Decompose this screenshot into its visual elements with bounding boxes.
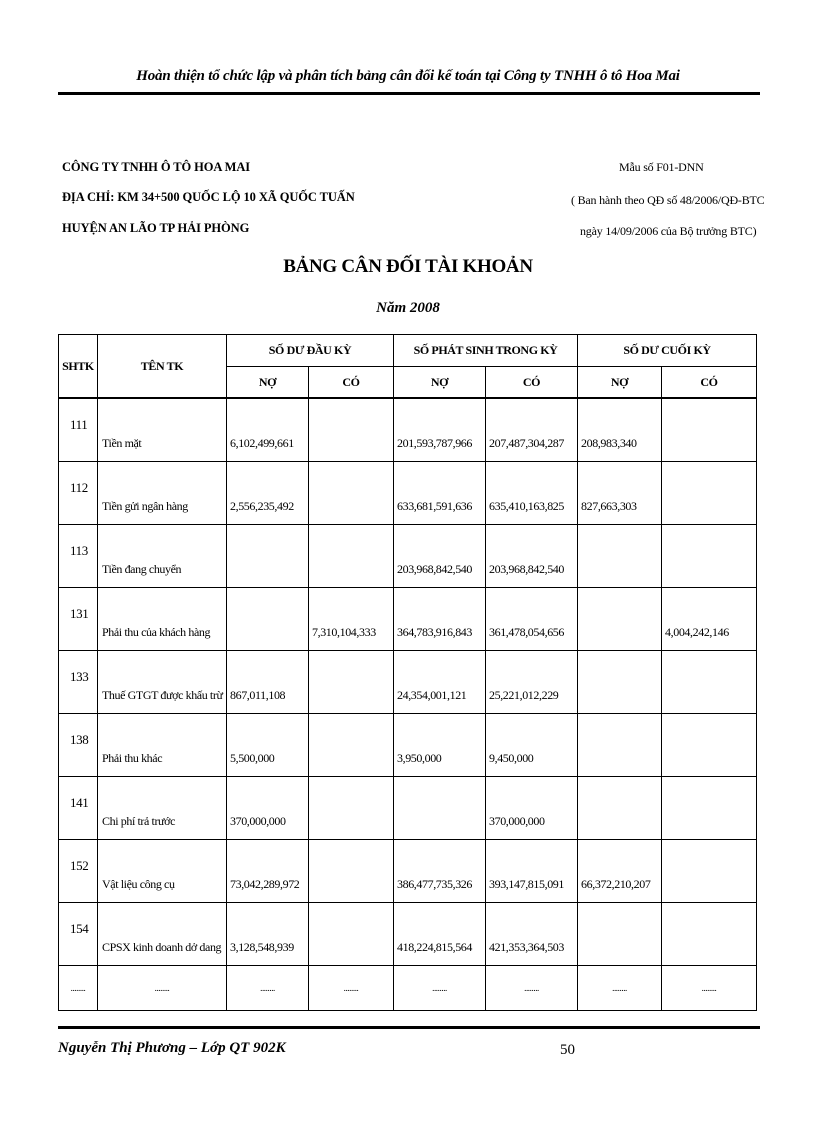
ellipsis: ........ [394, 966, 486, 1011]
cell-period-debit [394, 903, 486, 966]
cell-account-name [98, 714, 227, 777]
account-name: Phải thu khác [102, 751, 163, 765]
cell-account-code [59, 462, 98, 525]
cell-closing-credit [662, 399, 757, 462]
account-name: CPSX kinh doanh dở dang [102, 940, 222, 954]
account-code: 131 [70, 606, 89, 621]
cell-account-name [98, 399, 227, 462]
cell-account-code [59, 840, 98, 903]
cell-closing-credit [662, 588, 757, 651]
cell-account-code [59, 714, 98, 777]
form-number: Mẫu số F01-DNN [619, 160, 704, 174]
sub-header-credit: CÓ [662, 367, 757, 398]
amount-value: 203,968,842,540 [397, 562, 473, 576]
table-row [59, 903, 757, 966]
cell-opening-debit [227, 903, 309, 966]
cell-opening-credit [309, 777, 394, 840]
table-row-ellipsis [59, 966, 757, 1011]
cell-opening-debit [227, 714, 309, 777]
amount-value: 635,410,163,825 [489, 499, 565, 513]
ellipsis: ........ [578, 966, 662, 1011]
cell-opening-debit [227, 399, 309, 462]
account-name: Phải thu của khách hàng [102, 625, 211, 639]
group-header-closing-balance: SỐ DƯ CUỐI KỲ [578, 335, 757, 367]
form-issued-by: ( Ban hành theo QĐ số 48/2006/QĐ-BTC [571, 193, 765, 207]
footer-author: Nguyễn Thị Phương – Lớp QT 902K [58, 1040, 286, 1056]
account-code: 111 [70, 417, 88, 432]
amount-value: 370,000,000 [489, 814, 545, 828]
cell-opening-credit [309, 903, 394, 966]
company-address: ĐỊA CHỈ: KM 34+500 QUỐC LỘ 10 XÃ QUỐC TUẤN [62, 190, 355, 204]
account-name: Vật liệu công cụ [102, 877, 175, 891]
amount-value: 5,500,000 [230, 751, 275, 765]
amount-value: 393,147,815,091 [489, 877, 565, 891]
cell-closing-debit [578, 588, 662, 651]
document-title: BẢNG CÂN ĐỐI TÀI KHOẢN [283, 256, 533, 277]
cell-opening-credit [309, 588, 394, 651]
cell-account-name [98, 777, 227, 840]
cell-period-credit [486, 714, 578, 777]
footer-rule [58, 1026, 760, 1029]
cell-period-credit [486, 399, 578, 462]
sub-header-debit: NỢ [394, 367, 486, 398]
amount-value: 370,000,000 [230, 814, 286, 828]
cell-period-debit [394, 714, 486, 777]
account-name: Tiền gửi ngân hàng [102, 499, 188, 513]
cell-period-debit [394, 525, 486, 588]
table-body [59, 398, 757, 1011]
header-rule [58, 92, 760, 95]
cell-closing-debit [578, 462, 662, 525]
ellipsis: ........ [98, 966, 227, 1011]
amount-value: 25,221,012,229 [489, 688, 559, 702]
cell-opening-credit [309, 840, 394, 903]
amount-value: 201,593,787,966 [397, 436, 473, 450]
cell-period-debit [394, 651, 486, 714]
cell-closing-debit [578, 525, 662, 588]
amount-value: 73,042,289,972 [230, 877, 300, 891]
cell-opening-credit [309, 399, 394, 462]
amount-value: 3,128,548,939 [230, 940, 294, 954]
page-number: 50 [560, 1042, 575, 1058]
amount-value: 208,983,340 [581, 436, 637, 450]
cell-account-name [98, 903, 227, 966]
cell-closing-credit [662, 525, 757, 588]
cell-period-credit [486, 462, 578, 525]
table-row [59, 399, 757, 462]
cell-closing-debit [578, 840, 662, 903]
amount-value: 364,783,916,843 [397, 625, 473, 639]
account-code: 133 [70, 669, 89, 684]
cell-closing-debit [578, 714, 662, 777]
table-row [59, 462, 757, 525]
ellipsis: ........ [486, 966, 578, 1011]
cell-opening-debit [227, 525, 309, 588]
amount-value: 2,556,235,492 [230, 499, 294, 513]
sub-header-debit: NỢ [227, 367, 309, 398]
cell-period-credit [486, 777, 578, 840]
cell-closing-debit [578, 651, 662, 714]
cell-opening-credit [309, 651, 394, 714]
amount-value: 6,102,499,661 [230, 436, 294, 450]
group-header-period-activity: SỐ PHÁT SINH TRONG KỲ [394, 335, 578, 367]
amount-value: 203,968,842,540 [489, 562, 565, 576]
form-date: ngày 14/09/2006 của Bộ trưởng BTC) [580, 224, 757, 238]
cell-period-debit [394, 840, 486, 903]
cell-account-name [98, 588, 227, 651]
sub-header-debit: NỢ [578, 367, 662, 398]
cell-closing-debit [578, 399, 662, 462]
cell-account-code [59, 399, 98, 462]
cell-account-code [59, 777, 98, 840]
company-name: CÔNG TY TNHH Ô TÔ HOA MAI [62, 160, 251, 174]
cell-period-debit [394, 399, 486, 462]
cell-opening-debit [227, 840, 309, 903]
account-code: 138 [70, 732, 89, 747]
ellipsis: ........ [227, 966, 309, 1011]
cell-period-debit [394, 777, 486, 840]
amount-value: 207,487,304,287 [489, 436, 565, 450]
account-name: Chi phí trả trước [102, 814, 176, 828]
cell-closing-credit [662, 777, 757, 840]
cell-account-name [98, 525, 227, 588]
cell-opening-debit [227, 588, 309, 651]
group-header-opening-balance: SỐ DƯ ĐẦU KỲ [227, 335, 394, 367]
cell-period-credit [486, 651, 578, 714]
table-row [59, 525, 757, 588]
ellipsis: ........ [59, 966, 98, 1011]
table-row [59, 840, 757, 903]
cell-closing-credit [662, 903, 757, 966]
company-district: HUYỆN AN LÃO TP HẢI PHÒNG [62, 221, 250, 235]
amount-value: 421,353,364,503 [489, 940, 565, 954]
amount-value: 24,354,001,121 [397, 688, 467, 702]
document-year: Năm 2008 [376, 300, 440, 316]
cell-closing-credit [662, 714, 757, 777]
cell-account-name [98, 651, 227, 714]
sub-header-credit: CÓ [309, 367, 394, 398]
cell-account-name [98, 462, 227, 525]
amount-value: 4,004,242,146 [665, 625, 729, 639]
cell-closing-credit [662, 840, 757, 903]
ellipsis: ........ [309, 966, 394, 1011]
account-code: 112 [70, 480, 88, 495]
cell-period-debit [394, 588, 486, 651]
cell-opening-credit [309, 714, 394, 777]
ellipsis: ........ [662, 966, 757, 1011]
amount-value: 633,681,591,636 [397, 499, 473, 513]
cell-opening-debit [227, 777, 309, 840]
cell-period-credit [486, 840, 578, 903]
col-header-account-name: TÊN TK [98, 335, 227, 398]
amount-value: 3,950,000 [397, 751, 442, 765]
amount-value: 66,372,210,207 [581, 877, 651, 891]
amount-value: 361,478,054,656 [489, 625, 565, 639]
cell-period-credit [486, 903, 578, 966]
cell-closing-credit [662, 651, 757, 714]
cell-period-debit [394, 462, 486, 525]
amount-value: 867,011,108 [230, 688, 286, 702]
table-row [59, 588, 757, 651]
account-code: 113 [70, 543, 88, 558]
page-header: Hoàn thiện tổ chức lập và phân tích bảng cân đối kế toán tại Công ty TNHH ô tô Hoa Mai [136, 68, 680, 84]
cell-account-code [59, 903, 98, 966]
cell-account-code [59, 588, 98, 651]
account-name: Tiền đang chuyển [102, 562, 182, 576]
cell-closing-credit [662, 462, 757, 525]
cell-opening-debit [227, 462, 309, 525]
cell-opening-credit [309, 462, 394, 525]
cell-opening-debit [227, 651, 309, 714]
cell-account-code [59, 651, 98, 714]
cell-closing-debit [578, 903, 662, 966]
cell-period-credit [486, 525, 578, 588]
cell-closing-debit [578, 777, 662, 840]
amount-value: 827,663,303 [581, 499, 637, 513]
table-row [59, 651, 757, 714]
account-name: Tiền mặt [102, 436, 142, 450]
amount-value: 386,477,735,326 [397, 877, 473, 891]
amount-value: 418,224,815,564 [397, 940, 473, 954]
amount-value: 7,310,104,333 [312, 625, 376, 639]
sub-header-credit: CÓ [486, 367, 578, 398]
table-row [59, 777, 757, 840]
col-header-shtk: SHTK [59, 335, 98, 398]
cell-account-code [59, 525, 98, 588]
amount-value: 9,450,000 [489, 751, 534, 765]
account-code: 152 [70, 858, 89, 873]
account-name: Thuế GTGT được khấu trừ [102, 688, 223, 702]
account-balance-table [58, 334, 757, 1011]
cell-account-name [98, 840, 227, 903]
table-row [59, 714, 757, 777]
account-code: 141 [70, 795, 89, 810]
cell-opening-credit [309, 525, 394, 588]
account-code: 154 [70, 921, 89, 936]
cell-period-credit [486, 588, 578, 651]
